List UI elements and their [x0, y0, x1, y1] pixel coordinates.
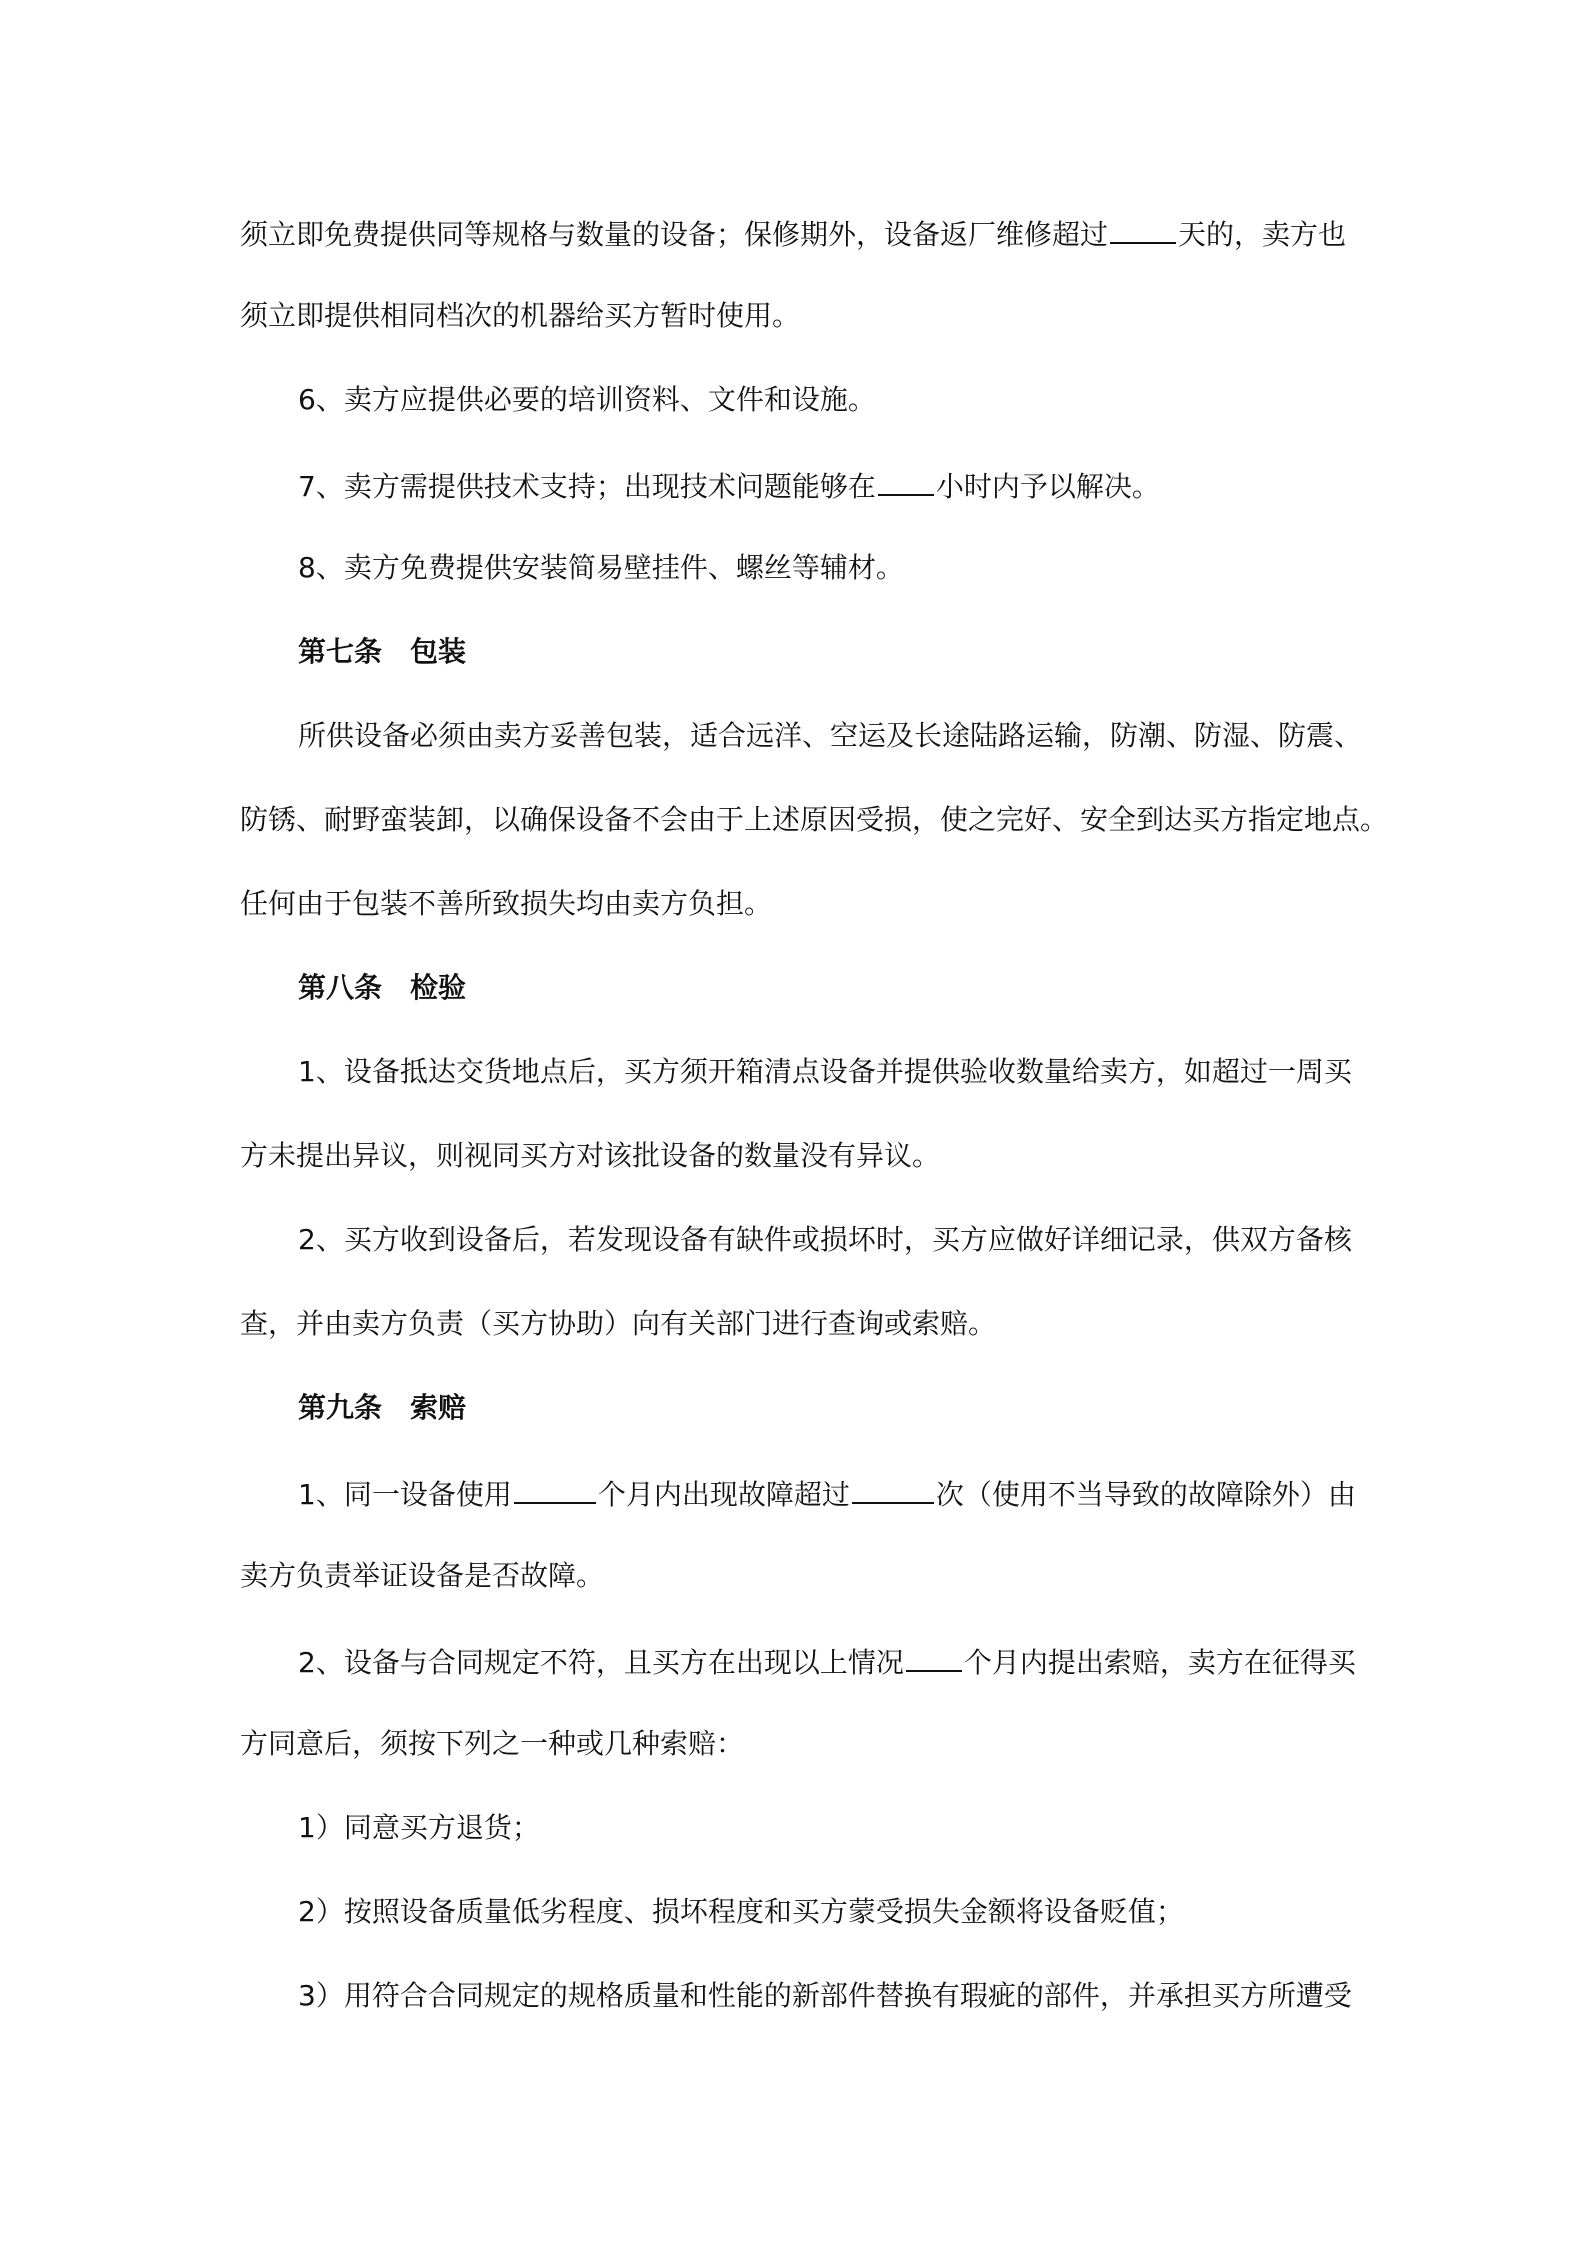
paragraph-line: 方同意后，须按下列之一种或几种索赔： — [240, 1727, 745, 1760]
fill-in-blank — [878, 464, 934, 496]
list-item: 7、卖方需提供技术支持；出现技术问题能够在 小时内予以解决。 — [298, 464, 1358, 507]
paragraph-line: 任何由于包装不善所致损失均由卖方负担。 — [240, 887, 773, 920]
list-item: 1）同意买方退货； — [298, 1811, 540, 1844]
paragraph-line: 查，并由卖方负责（买方协助）向有关部门进行查询或索赔。 — [240, 1307, 997, 1340]
list-item: 3）用符合合同规定的规格质量和性能的新部件替换有瑕疵的部件，并承担买方所遭受 — [298, 1979, 1352, 2012]
section-heading-inspection: 第八条 检验 — [298, 971, 467, 1004]
fill-in-blank — [1110, 212, 1176, 244]
section-heading-packaging: 第七条 包装 — [298, 635, 467, 668]
list-item: 2）按照设备质量低劣程度、损坏程度和买方蒙受损失金额将设备贬值； — [298, 1895, 1184, 1928]
paragraph-line: 须立即提供相同档次的机器给买方暂时使用。 — [240, 299, 801, 332]
section-heading-claims: 第九条 索赔 — [298, 1391, 467, 1424]
paragraph-line: 卖方负责举证设备是否故障。 — [240, 1559, 605, 1592]
fill-in-blank — [852, 1472, 934, 1504]
fill-in-blank — [906, 1640, 962, 1672]
paragraph-line: 方未提出异议，则视同买方对该批设备的数量没有异议。 — [240, 1139, 941, 1172]
list-item: 2、买方收到设备后，若发现设备有缺件或损坏时，买方应做好详细记录，供双方备核 — [298, 1223, 1352, 1256]
paragraph-line: 所供设备必须由卖方妥善包装，适合远洋、空运及长途陆路运输，防潮、防湿、防震、 — [298, 719, 1363, 752]
list-item: 1、设备抵达交货地点后，买方须开箱清点设备并提供验收数量给卖方，如超过一周买 — [298, 1055, 1352, 1088]
fill-in-blank — [514, 1472, 596, 1504]
paragraph-line: 防锈、耐野蛮装卸，以确保设备不会由于上述原因受损，使之完好、安全到达买方指定地点。 — [240, 803, 1389, 836]
list-item: 6、卖方应提供必要的培训资料、文件和设施。 — [298, 383, 876, 416]
list-item: 8、卖方免费提供安装简易壁挂件、螺丝等辅材。 — [298, 551, 904, 584]
paragraph-line: 须立即免费提供同等规格与数量的设备；保修期外，设备返厂维修超过 天的，卖方也 — [240, 212, 1360, 255]
list-item: 1、同一设备使用 个月内出现故障超过 次（使用不当导致的故障除外）由 — [298, 1472, 1358, 1515]
list-item: 2、设备与合同规定不符，且买方在出现以上情况 个月内提出索赔，卖方在征得买 — [298, 1640, 1358, 1683]
